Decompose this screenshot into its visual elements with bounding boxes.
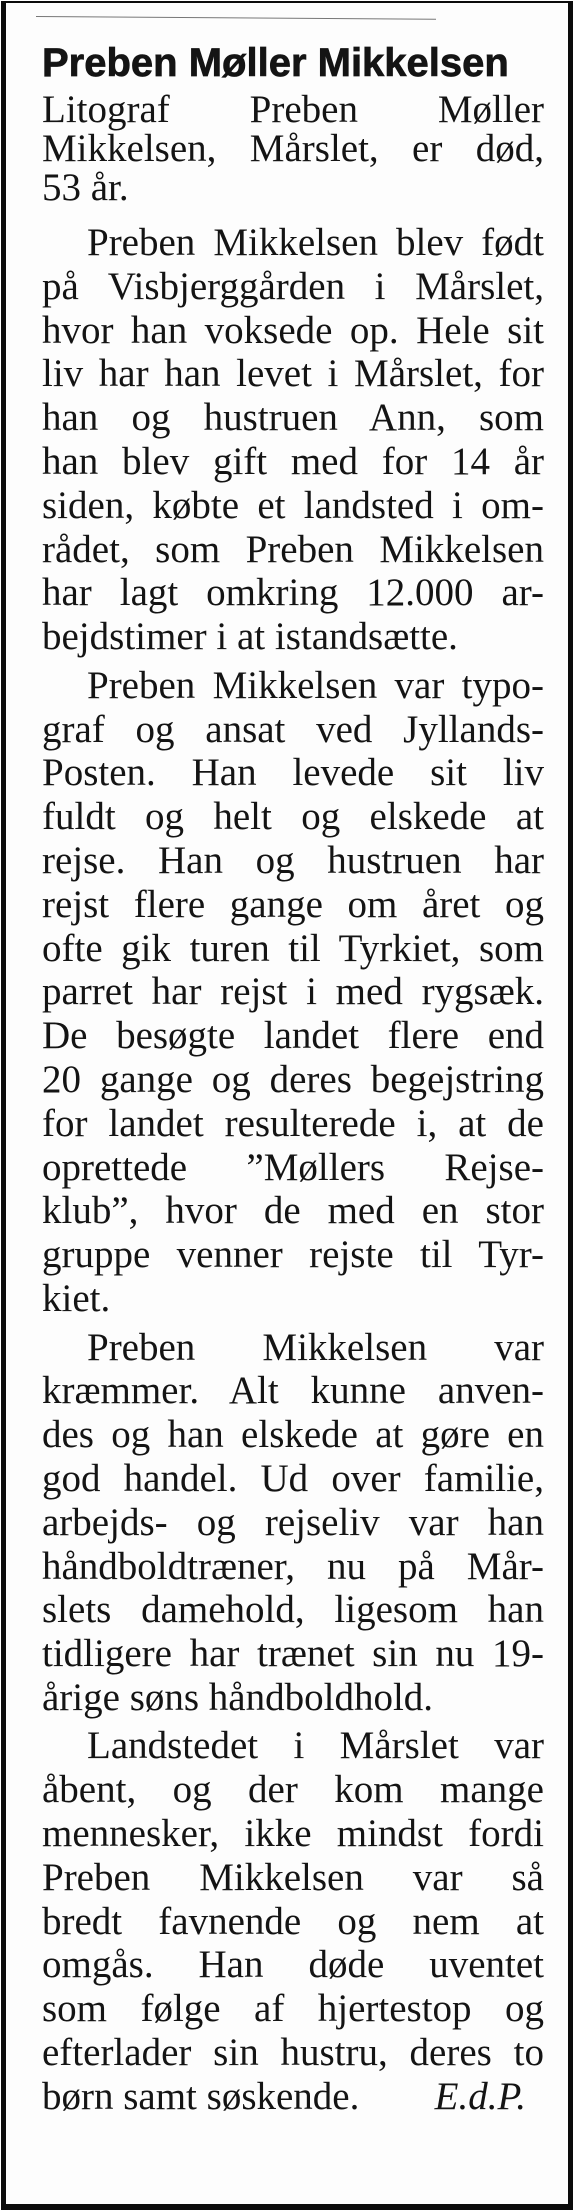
text-line: bredt favnende og nem at <box>42 1899 544 1943</box>
text-line: oprettede ”Møllers Rejse- <box>42 1145 544 1189</box>
text-line: slets damehold, ligesom han <box>42 1588 544 1632</box>
text-line: hvor han voksede op. Hele sit <box>42 308 544 352</box>
text-line: De besøgte landet flere end <box>42 1014 544 1058</box>
text-line: børn samt søskende. <box>42 2074 360 2118</box>
paragraph-1 <box>42 221 544 659</box>
article-body <box>42 221 544 2119</box>
text-line: liv har han levet i Mårslet, for <box>42 352 544 396</box>
lead-paragraph <box>42 90 544 207</box>
text-line: siden, købte et landsted i om- <box>42 483 544 527</box>
text-line: rejse. Han og hustruen har <box>42 838 544 882</box>
text-line: åbent, og der kom mange <box>42 1768 544 1812</box>
paragraph-4 <box>42 1724 544 2118</box>
text-line: for landet resulterede i, at de <box>42 1101 544 1145</box>
lead-line: Litograf Preben Møller <box>42 88 544 131</box>
newspaper-clipping <box>1 1 573 2210</box>
headline: Preben Møller Mikkelsen <box>42 41 509 85</box>
text-line: Landstedet i Mårslet var <box>87 1724 544 1768</box>
text-line: mennesker, ikke mindst fordi <box>42 1812 544 1856</box>
text-line: tidligere har trænet sin nu 19- <box>42 1632 544 1676</box>
text-line: årige søns håndboldhold. <box>42 1675 434 1719</box>
text-line: rejst flere gange om året og <box>42 882 544 926</box>
text-line: parret har rejst i med rygsæk. <box>42 970 544 1014</box>
text-line: Posten. Han levede sit liv <box>42 751 544 795</box>
lead-line: 53 år. <box>42 166 129 209</box>
closing-line <box>42 2075 544 2119</box>
text-line: efterlader sin hustru, deres to <box>42 2031 544 2075</box>
text-line: omgås. Han døde uventet <box>42 1943 544 1987</box>
text-line: 20 gange og deres begejstring <box>42 1057 544 1101</box>
paragraph-3 <box>42 1326 544 1720</box>
text-line: håndboldtræner, nu på Mår- <box>42 1544 544 1588</box>
text-line: kræmmer. Alt kunne anven- <box>42 1369 544 1413</box>
author-signature: E.d.P. <box>434 2074 526 2118</box>
text-line: arbejds- og rejseliv var han <box>42 1500 544 1544</box>
text-line: klub”, hvor de med en stor <box>42 1189 544 1233</box>
lead-line: Mikkelsen, Mårslet, er død, <box>42 127 544 170</box>
paragraph-2 <box>42 664 544 1321</box>
text-line: kiet. <box>42 1276 111 1320</box>
text-line: god handel. Ud over familie, <box>42 1456 544 1500</box>
text-line: graf og ansat ved Jyllands- <box>42 707 544 751</box>
text-line: ofte gik turen til Tyrkiet, som <box>42 926 544 970</box>
text-line: des og han elskede at gøre en <box>42 1413 544 1457</box>
top-rule <box>36 16 436 20</box>
text-line: har lagt omkring 12.000 ar- <box>42 571 544 615</box>
text-line: bejdstimer i at istandsætte. <box>42 615 458 659</box>
text-line: Preben Mikkelsen var typo- <box>87 663 544 707</box>
text-line: Preben Mikkelsen blev født <box>87 221 544 264</box>
text-line: fuldt og helt og elskede at <box>42 795 544 839</box>
text-line: gruppe venner rejste til Tyr- <box>42 1233 544 1277</box>
text-line: Preben Mikkelsen var <box>87 1325 544 1369</box>
text-line: Preben Mikkelsen var så <box>42 1855 544 1899</box>
text-line: på Visbjerggården i Mårslet, <box>42 264 544 308</box>
text-line: som følge af hjertestop og <box>42 1987 544 2031</box>
text-line: han og hustruen Ann, som <box>42 396 544 440</box>
text-line: han blev gift med for 14 år <box>42 439 544 483</box>
text-line: rådet, som Preben Mikkelsen <box>42 527 544 571</box>
